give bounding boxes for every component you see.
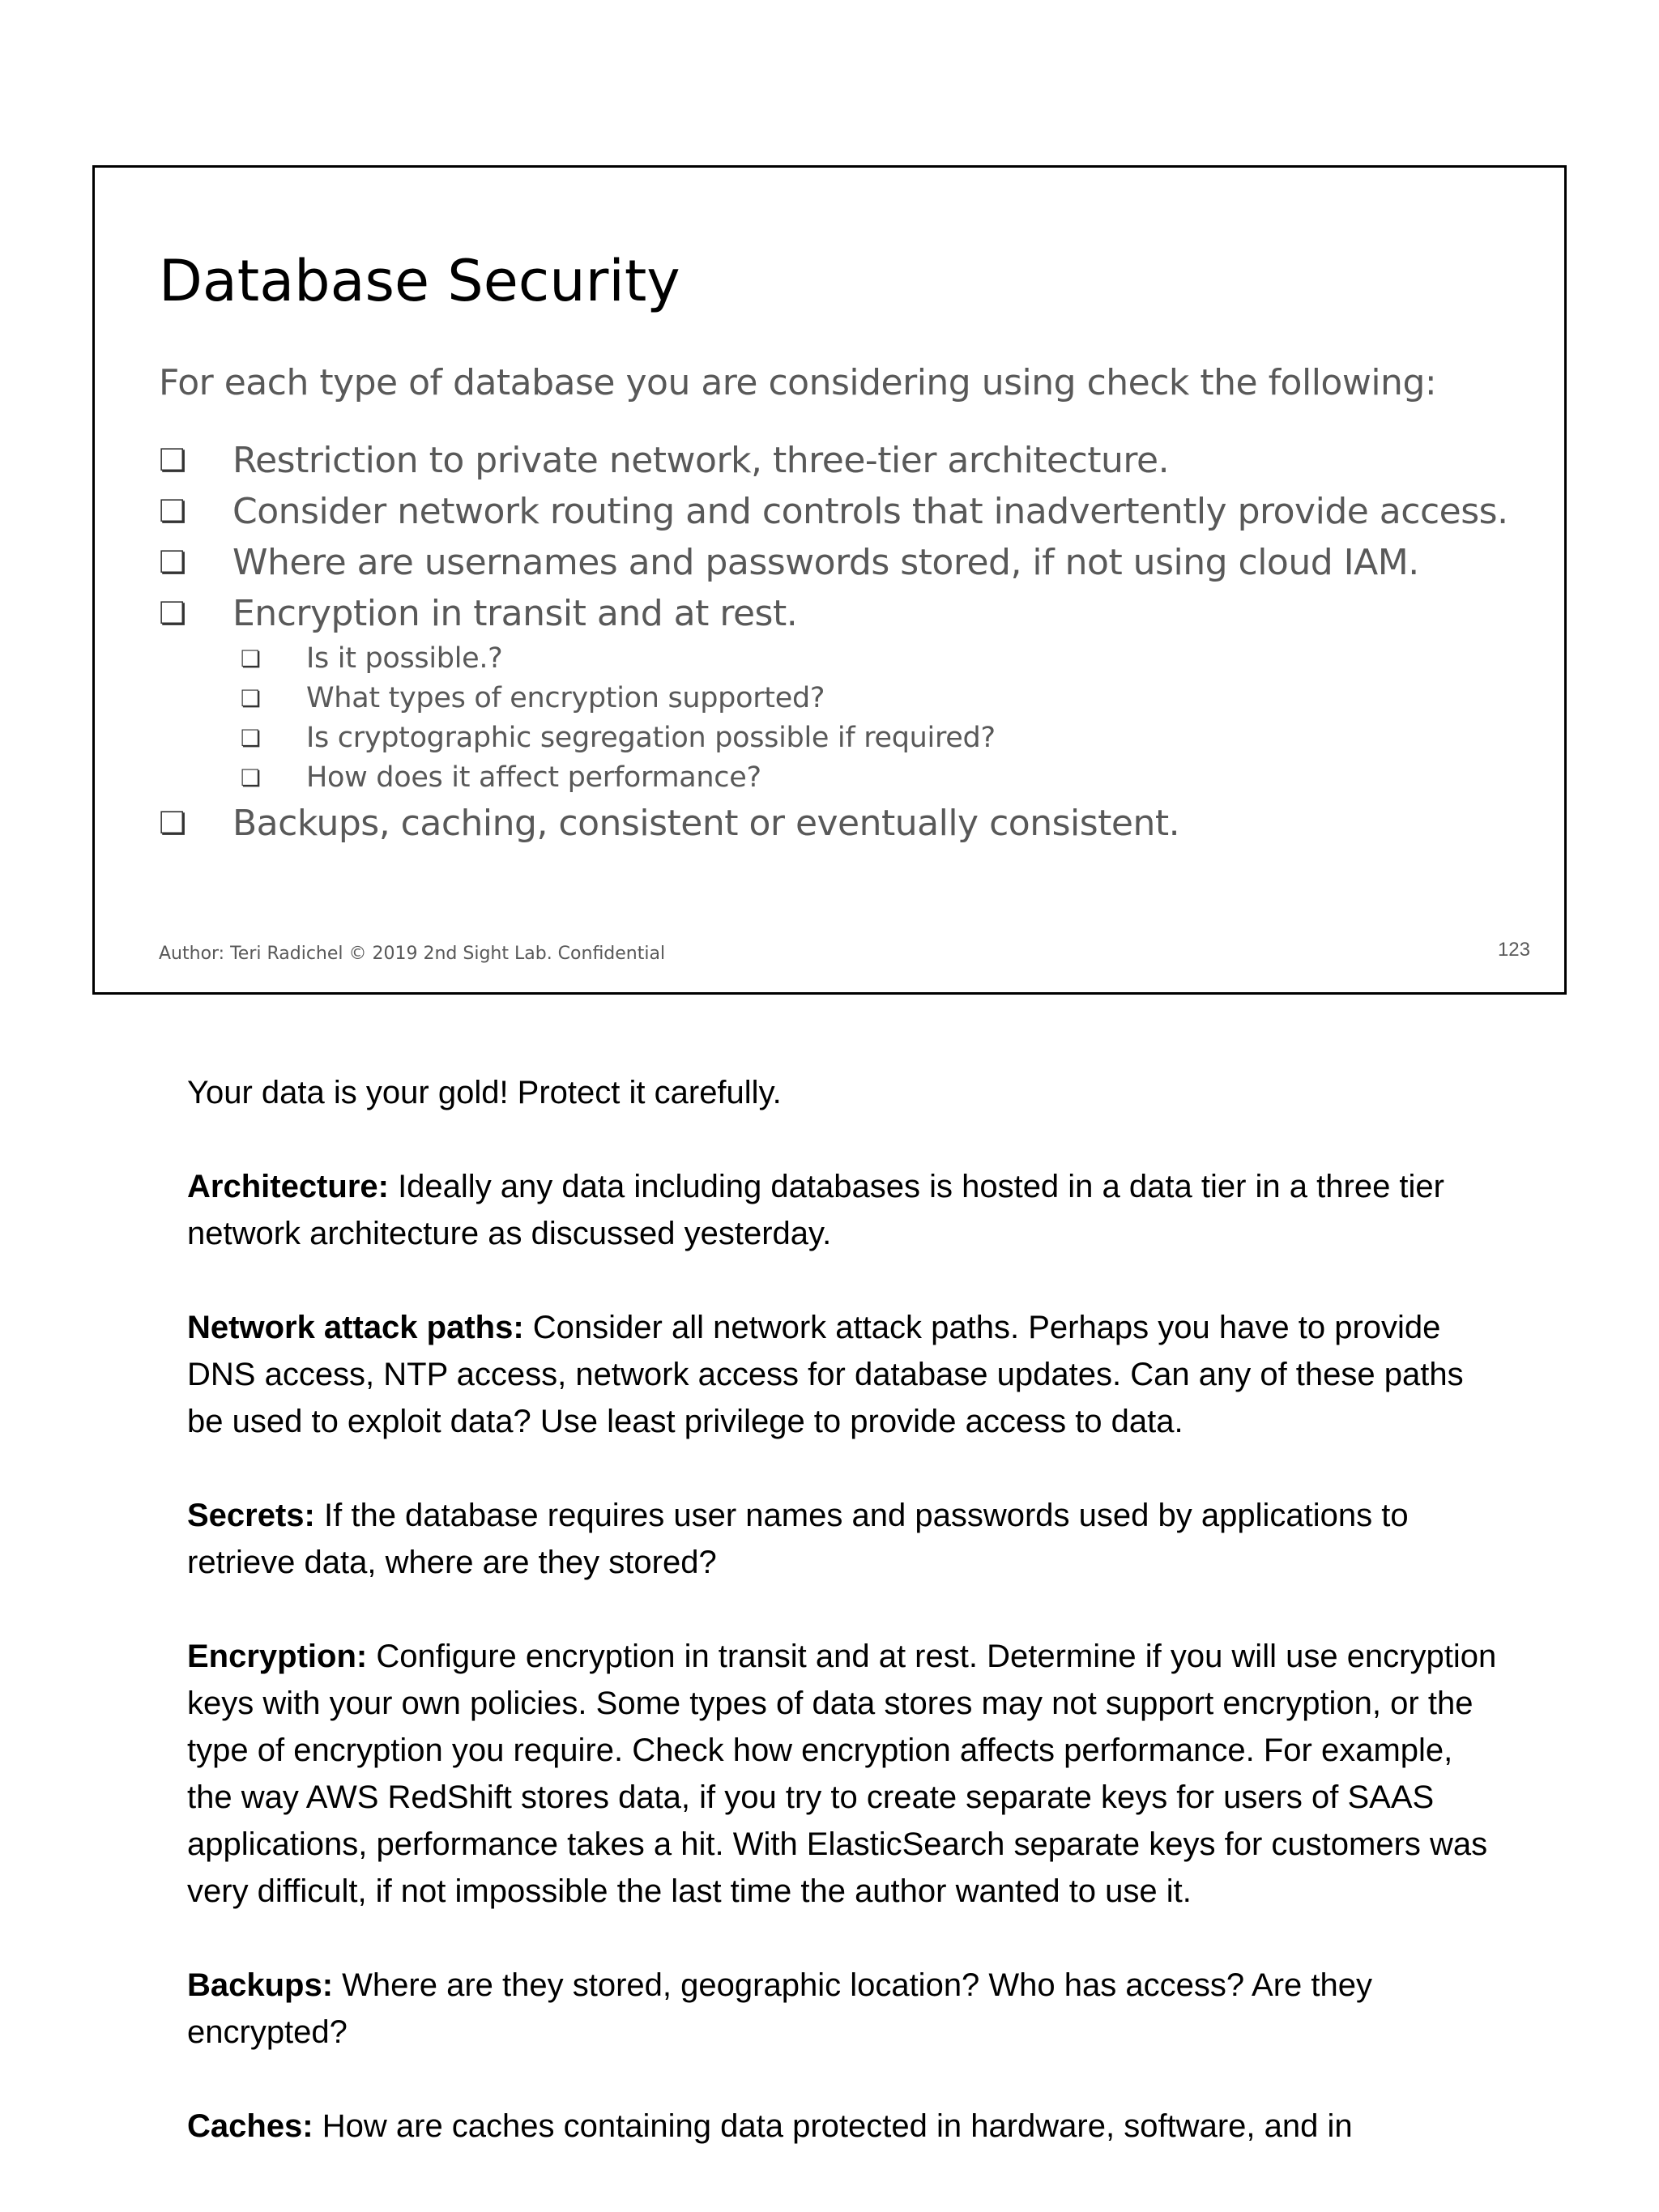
- notes-text: Configure encryption in transit and at rest. Determine if you will use encryption keys with your own policies. Some types of data stores may not support encryption, or the type of encryption you require. Check how encryption affects performance. For example, the way AWS RedShift stores data, if you try to create separate keys for users of SAAS applications, performance takes a hit. With ElasticSearch separate keys for customers was very difficult, if not impossible the last time the author wanted to use it.: [187, 1639, 1497, 1909]
- checklist-item-text: Encryption in transit and at rest.: [232, 593, 798, 634]
- checkbox-icon: ❏: [241, 646, 261, 672]
- checkbox-icon: ❏: [159, 442, 186, 478]
- notes-paragraph: [187, 1962, 1499, 2056]
- speaker-notes: [187, 1069, 1499, 2197]
- notes-paragraph: [187, 1633, 1499, 1915]
- notes-text: Ideally any data including databases is hosted in a data tier in a three tier network architecture as discussed yesterday.: [187, 1169, 1444, 1251]
- checklist-subitem-text: What types of encryption supported?: [306, 682, 825, 714]
- slide-page-number: 123: [1497, 939, 1530, 961]
- slide: [92, 165, 1567, 995]
- notes-text: Consider all network attack paths. Perhaps you have to provide DNS access, NTP access, network access for database updates. Can any of these paths be used to exploit data? Use least privilege to provide access to data.: [187, 1310, 1464, 1439]
- notes-text: If the database requires user names and passwords used by applications to retrieve data, where are they stored?: [187, 1498, 1409, 1580]
- slide-footer: Author: Teri Radichel © 2019 2nd Sight Lab. Confidential: [159, 944, 666, 964]
- notes-paragraph: [187, 1163, 1499, 1257]
- notes-label: Caches:: [187, 2108, 313, 2144]
- notes-paragraph: [187, 1492, 1499, 1586]
- checkbox-icon: ❏: [159, 544, 186, 580]
- notes-paragraph: [187, 1304, 1499, 1445]
- slide-title: Database Security: [159, 248, 680, 314]
- checklist-item-text: Backups, caching, consistent or eventually consistent.: [232, 803, 1180, 844]
- notes-paragraph: [187, 2103, 1499, 2150]
- notes-label: Backups:: [187, 1967, 334, 2003]
- checkbox-icon: ❏: [159, 493, 186, 529]
- checklist-item-text: Consider network routing and controls that inadvertently provide access.: [232, 491, 1508, 532]
- checklist-item-text: Restriction to private network, three-tier architecture.: [232, 440, 1170, 481]
- notes-label: Secrets:: [187, 1498, 315, 1533]
- notes-intro: Your data is your gold! Protect it carefully.: [187, 1075, 782, 1110]
- checklist-subitem-text: Is it possible.?: [306, 642, 503, 675]
- notes-text: Where are they stored, geographic location? Who has access? Are they encrypted?: [187, 1967, 1372, 2050]
- notes-label: Encryption:: [187, 1639, 368, 1674]
- notes-label: Network attack paths:: [187, 1310, 524, 1345]
- notes-text: How are caches containing data protected in hardware, software, and in: [313, 2108, 1353, 2144]
- checklist-subitem-text: How does it affect performance?: [306, 761, 761, 794]
- checklist-subitem-text: Is cryptographic segregation possible if required?: [306, 722, 996, 754]
- checkbox-icon: ❏: [241, 685, 261, 712]
- checkbox-icon: ❏: [241, 725, 261, 752]
- checkbox-icon: ❏: [159, 805, 186, 841]
- checkbox-icon: ❏: [241, 765, 261, 791]
- slide-intro: For each type of database you are considering using check the following:: [159, 362, 1437, 403]
- checkbox-icon: ❏: [159, 595, 186, 631]
- checklist-item-text: Where are usernames and passwords stored, if not using cloud IAM.: [232, 542, 1419, 583]
- notes-label: Architecture:: [187, 1169, 389, 1204]
